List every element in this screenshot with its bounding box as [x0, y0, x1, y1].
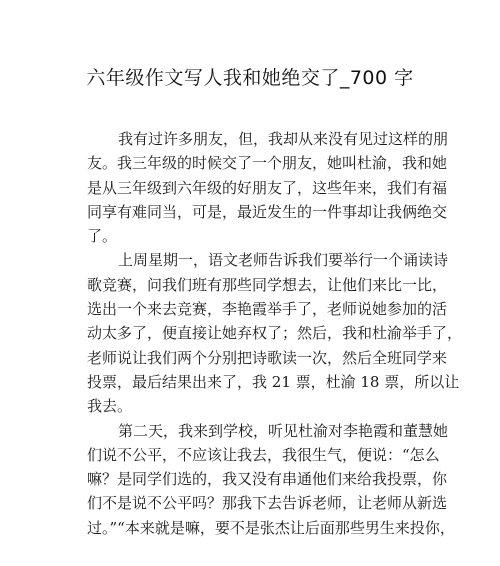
paragraph-3-line-2: 们说不公平，不应该让我去，我很生气，便说：“怎么 [87, 445, 440, 464]
paragraph-1-line-4: 同享有难同当，可是，最近发生的一件事却让我俩绝交 [87, 202, 448, 221]
paragraph-3-line-5: 过。”“本来就是嘛，要不是张杰让后面那些男生来投你， [87, 518, 455, 537]
document-body [87, 127, 463, 540]
paragraph-2-line-2: 歌竞赛，问我们班有那些同学想去，让他们来比一比， [87, 275, 448, 294]
paragraph-1-line-3: 是从三年级到六年级的好朋友了，这些年来，我们有福 [87, 178, 448, 197]
paragraph-2-line-3: 选出一个来去竞赛，李艳霞举手了，老师说她参加的活 [87, 300, 448, 319]
paragraph-3-line-4: 们不是说不公平吗？那我下去告诉老师，让老师从新选 [87, 494, 448, 513]
paragraph-3-line-3: 嘛？是同学们选的，我又没有串通他们来给我投票，你 [87, 470, 448, 489]
paragraph-2-line-7: 我去。 [87, 397, 133, 416]
paragraph-2-line-6: 投票，最后结果出来了，我 21 票，杜渝 18 票，所以让 [87, 372, 460, 391]
paragraph-2-line-4: 动太多了，便直接让她弃权了；然后，我和杜渝举手了， [87, 324, 463, 343]
document-title: 六年级作文写人我和她绝交了_700 字 [86, 67, 414, 89]
paragraph-3-line-1: 第二天，我来到学校，听见杜渝对李艳霞和董慧她 [118, 421, 449, 440]
paragraph-2-line-5: 老师说让我们两个分别把诗歌读一次，然后全班同学来 [87, 348, 448, 367]
paragraph-1-line-1: 我有过许多朋友，但，我却从来没有见过这样的朋 [118, 130, 449, 148]
paragraph-2-line-1: 上周星期一，语文老师告诉我们要举行一个诵读诗 [118, 251, 449, 270]
paragraph-1-line-2: 友。我三年级的时候交了一个朋友，她叫杜渝，我和她 [87, 154, 448, 173]
paragraph-1-line-5: 了。 [87, 227, 118, 246]
